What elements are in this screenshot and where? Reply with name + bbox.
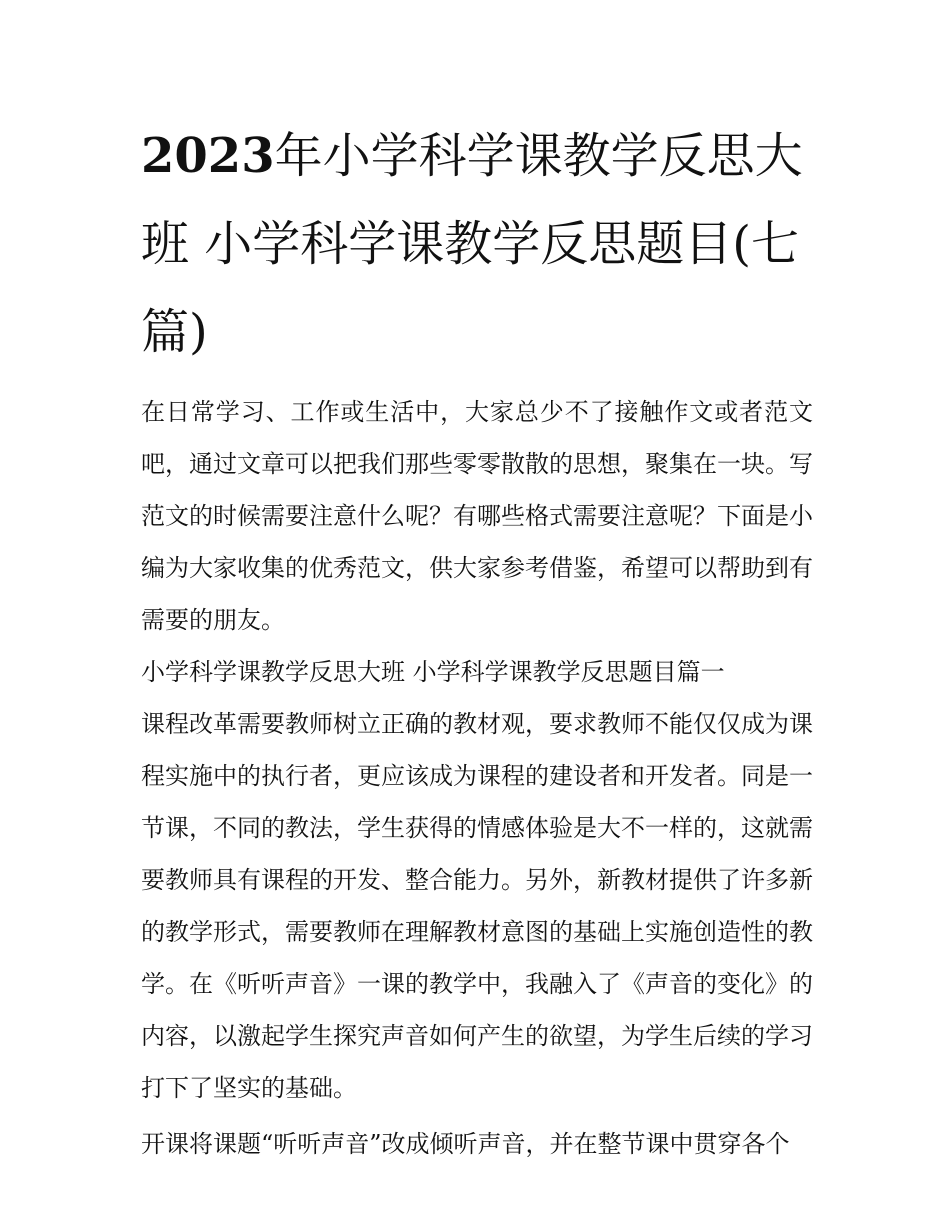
body-paragraph: 开课将课题“听听声音”改成倾听声音，并在整节课中贯穿各个	[141, 1130, 790, 1158]
document-content	[141, 112, 813, 1170]
title-text: 年小学科学课教学反思大班 小学科学课教学反思题目(七篇)	[141, 128, 803, 360]
section-heading: 小学科学课教学反思大班 小学科学课教学反思题目篇一	[141, 658, 725, 686]
title-year: 2023	[141, 128, 275, 184]
document-title	[141, 112, 813, 376]
body-paragraph: 课程改革需要教师树立正确的教材观，要求教师不能仅仅成为课程实施中的执行者，更应该成为课程的建设者和开发者。同是一节课，不同的教法，学生获得的情感体验是大不一样的，这就需要教师具有课程的开发、整合能力。另外，新教材提供了许多新的教学形式，需要教师在理解教材意图的基础上实施创造性的教学。在《听听声音》一课的教学中，我融入了《声音的变化》的内容，以激起学生探究声音如何产生的欲望，为学生后续的学习打下了坚实的基础。	[141, 710, 813, 1102]
intro-paragraph: 在日常学习、工作或生活中，大家总少不了接触作文或者范文吧，通过文章可以把我们那些零零散散的思想，聚集在一块。写范文的时候需要注意什么呢？有哪些格式需要注意呢？下面是小编为大家收集的优秀范文，供大家参考借鉴，希望可以帮助到有需要的朋友。	[141, 398, 813, 634]
